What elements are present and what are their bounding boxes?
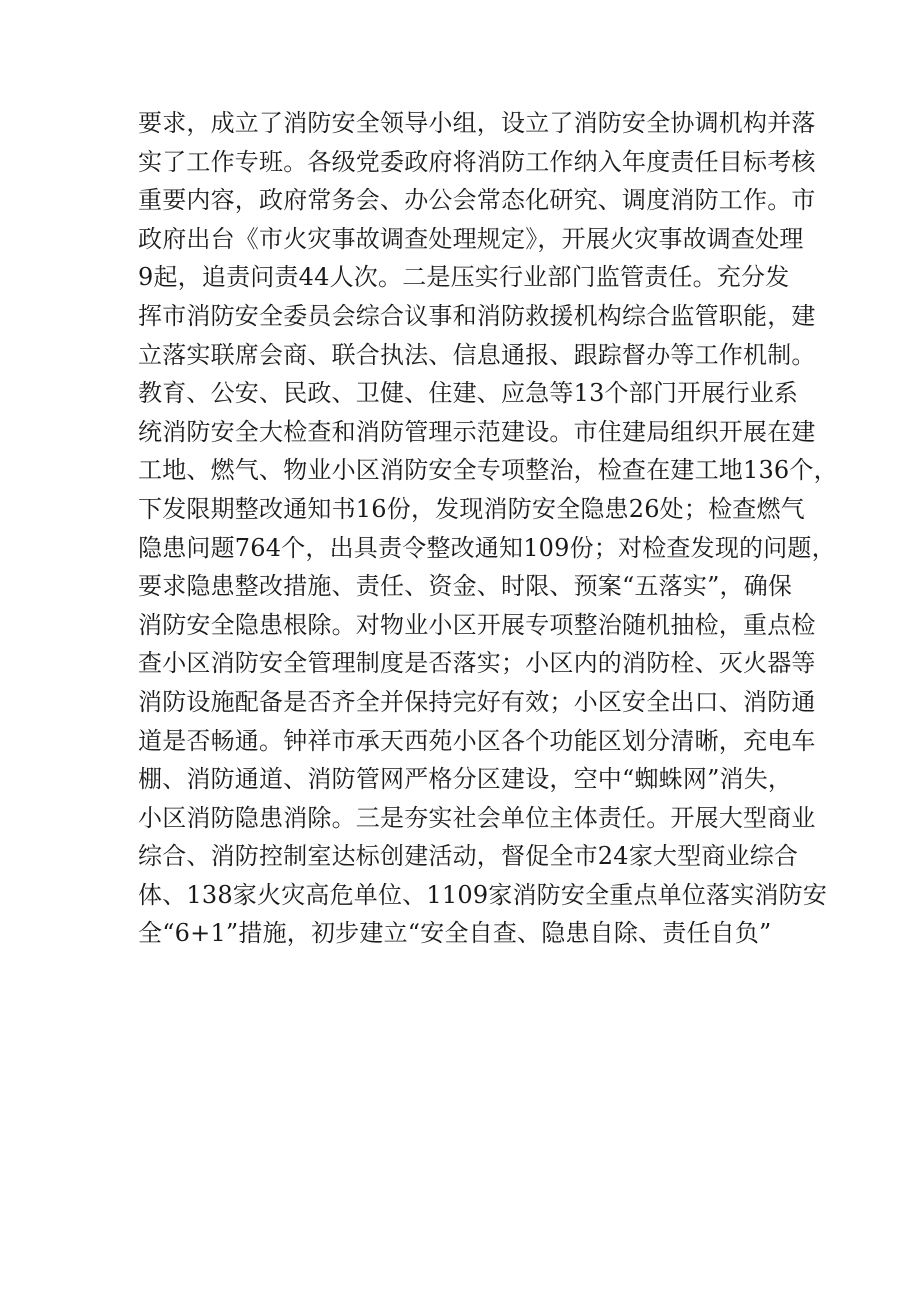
- text-line: 重要内容，政府常务会、办公会常态化研究、调度消防工作。市: [138, 186, 816, 215]
- text-line: 道是否畅通。钟祥市承天西苑小区各个功能区划分清晰，充电车: [138, 726, 816, 755]
- text-line: 教育、公安、民政、卫健、住建、应急等13个部门开展行业系: [138, 379, 799, 408]
- text-line: 消防安全隐患根除。对物业小区开展专项整治随机抽检，重点检: [138, 610, 816, 639]
- text-line: 查小区消防安全管理制度是否落实；小区内的消防栓、灭火器等: [138, 649, 816, 678]
- text-line: 实了工作专班。各级党委政府将消防工作纳入年度责任目标考核: [138, 147, 816, 176]
- text-line: 9起，追责问责44人次。二是压实行业部门监管责任。充分发: [138, 263, 790, 292]
- text-line: 要求，成立了消防安全领导小组，设立了消防安全协调机构并落: [138, 109, 816, 137]
- text-line: 棚、消防通道、消防管网严格分区建设，空中“蜘蛛网”消失，: [138, 765, 793, 794]
- text-line: 统消防安全大检查和消防管理示范建设。市住建局组织开展在建: [138, 417, 816, 446]
- text-line: 工地、燃气、物业小区消防安全专项整治，检查在建工地136个，: [138, 456, 838, 485]
- text-line: 下发限期整改通知书16份，发现消防安全隐患26处；检查燃气: [138, 494, 805, 523]
- text-line: 立落实联席会商、联合执法、信息通报、跟踪督办等工作机制。: [138, 340, 816, 369]
- text-line: 政府出台《市火灾事故调查处理规定》，开展火灾事故调查处理: [138, 224, 804, 253]
- text-line: 体、138家火灾高危单位、1109家消防安全重点单位落实消防安: [138, 880, 828, 909]
- text-line: 全“6+1”措施，初步建立“安全自查、隐患自除、责任自负”: [138, 919, 772, 948]
- text-line: 隐患问题764个，出具责令整改通知109份；对检查发现的问题，: [138, 533, 836, 562]
- text-line: 挥市消防安全委员会综合议事和消防救援机构综合监管职能，建: [138, 301, 816, 330]
- body-text: [138, 104, 838, 953]
- text-line: 小区消防隐患消除。三是夯实社会单位主体责任。开展大型商业: [138, 803, 816, 832]
- text-line: 要求隐患整改措施、责任、资金、时限、预案“五落实”，确保: [138, 572, 793, 601]
- text-line: 综合、消防控制室达标创建活动，督促全市24家大型商业综合: [138, 842, 799, 871]
- text-line: 消防设施配备是否齐全并保持完好有效；小区安全出口、消防通: [138, 687, 816, 716]
